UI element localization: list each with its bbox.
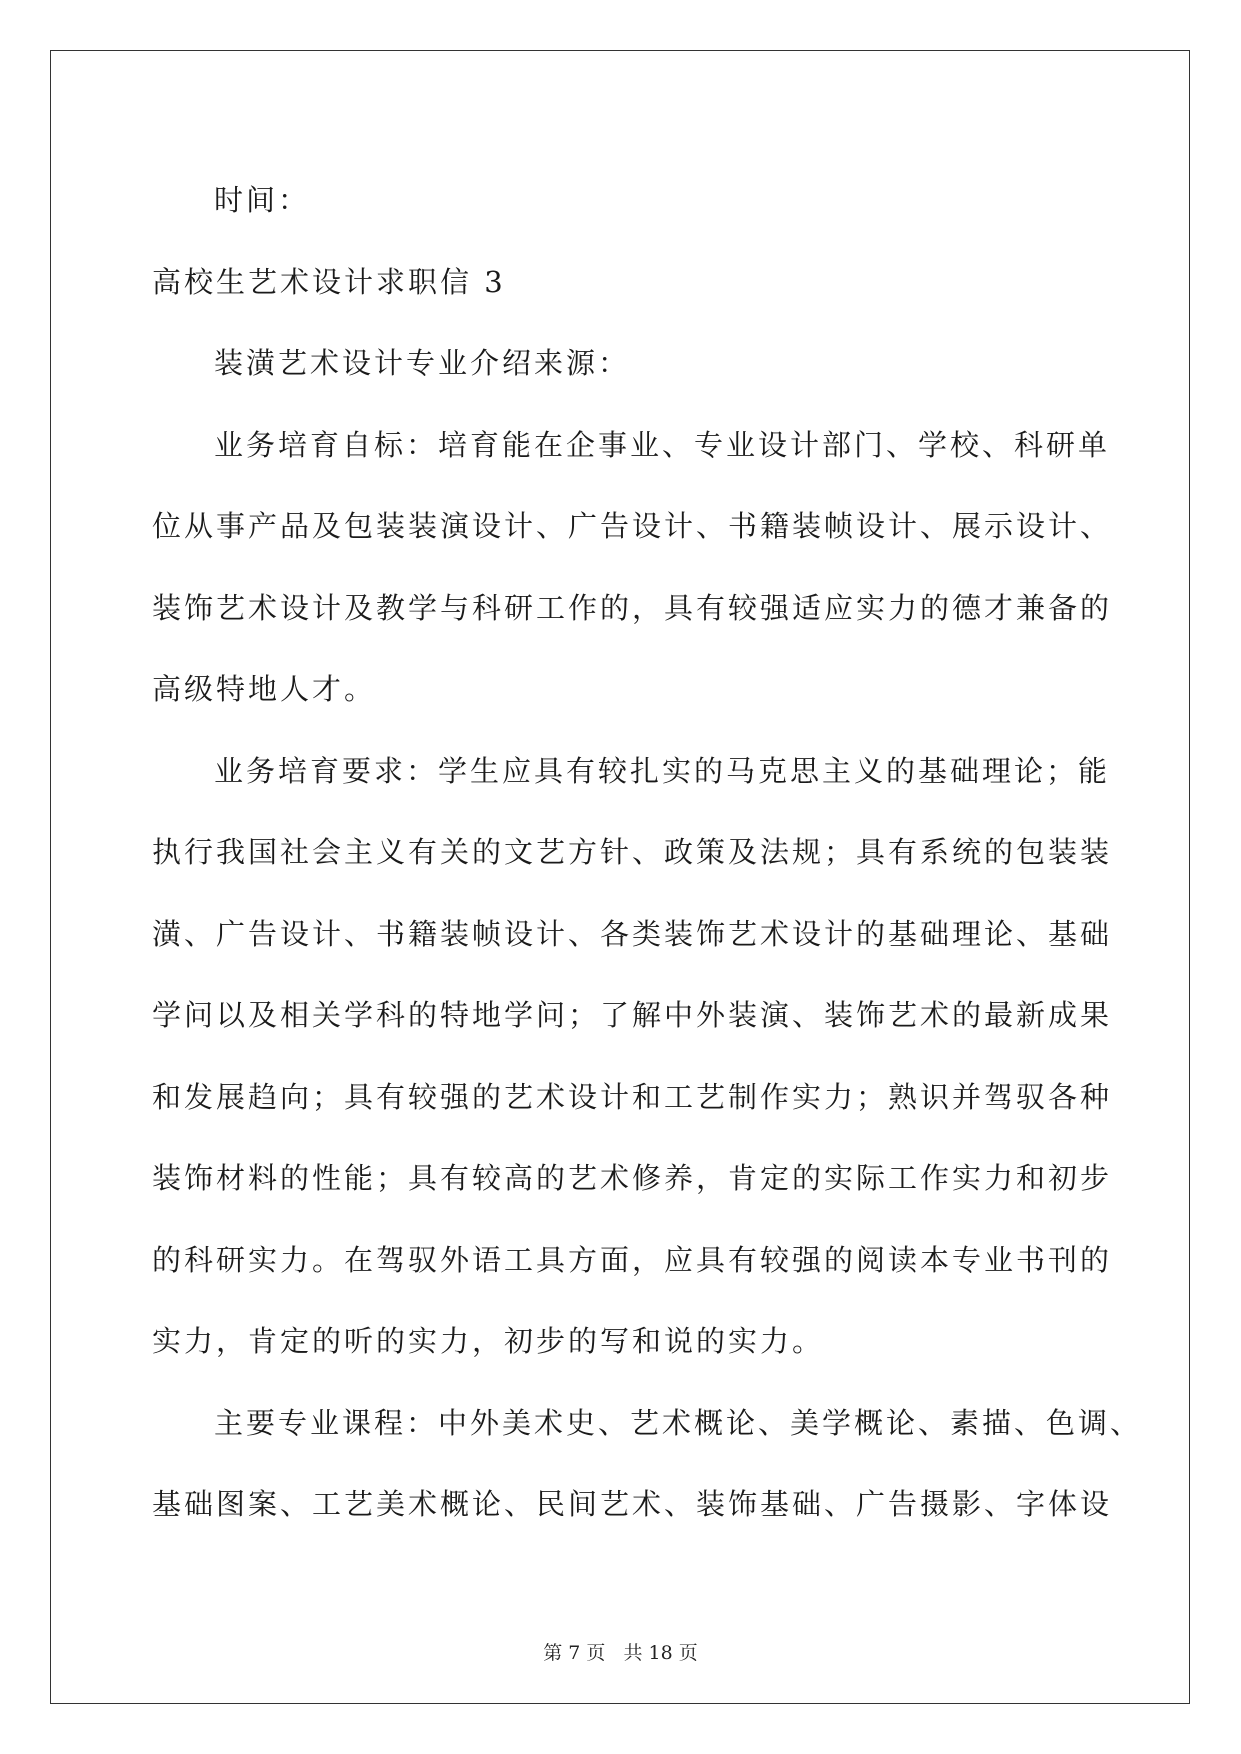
text-line: 业务培育自标：培育能在企事业、专业设计部门、学校、科研单 xyxy=(214,427,1111,462)
text-line: 执行我国社会主义有关的文艺方针、政策及法规；具有系统的包装装 xyxy=(152,835,1113,869)
text-line: 装潢艺术设计专业介绍来源： xyxy=(214,346,631,380)
page-total: 共 18 页 xyxy=(623,1642,698,1664)
page-number: 第 7 页 xyxy=(543,1642,606,1664)
text-line: 潢、广告设计、书籍装帧设计、各类装饰艺术设计的基础理论、基础 xyxy=(152,916,1113,951)
text-line: 主要专业课程：中外美术史、艺术概论、美学概论、素描、色调、 xyxy=(214,1405,1143,1440)
text-line: 装饰艺术设计及教学与科研工作的，具有较强适应实力的德才兼备的 xyxy=(152,590,1113,625)
text-line: 位从事产品及包装装演设计、广告设计、书籍装帧设计、展示设计、 xyxy=(152,509,1113,543)
text-line: 业务培育要求：学生应具有较扎实的马克思主义的基础理论；能 xyxy=(214,753,1111,788)
text-line: 基础图案、工艺美术概论、民间艺术、装饰基础、广告摄影、字体设 xyxy=(152,1487,1113,1521)
text-line: 高校生艺术设计求职信 3 xyxy=(152,264,506,299)
text-line: 实力，肯定的听的实力，初步的写和说的实力。 xyxy=(152,1324,825,1358)
text-line: 和发展趋向；具有较强的艺术设计和工艺制作实力；熟识并驾驭各种 xyxy=(152,1079,1113,1114)
page-footer xyxy=(0,1638,1241,1665)
document-body xyxy=(152,160,1143,1546)
text-line: 学问以及相关学科的特地学问；了解中外装演、装饰艺术的最新成果 xyxy=(152,998,1113,1032)
text-line: 的科研实力。在驾驭外语工具方面，应具有较强的阅读本专业书刊的 xyxy=(152,1242,1113,1277)
text-line: 高级特地人才。 xyxy=(152,672,377,706)
text-line: 装饰材料的性能；具有较高的艺术修养，肯定的实际工作实力和初步 xyxy=(152,1161,1113,1195)
text-line: 时间： xyxy=(214,183,311,217)
